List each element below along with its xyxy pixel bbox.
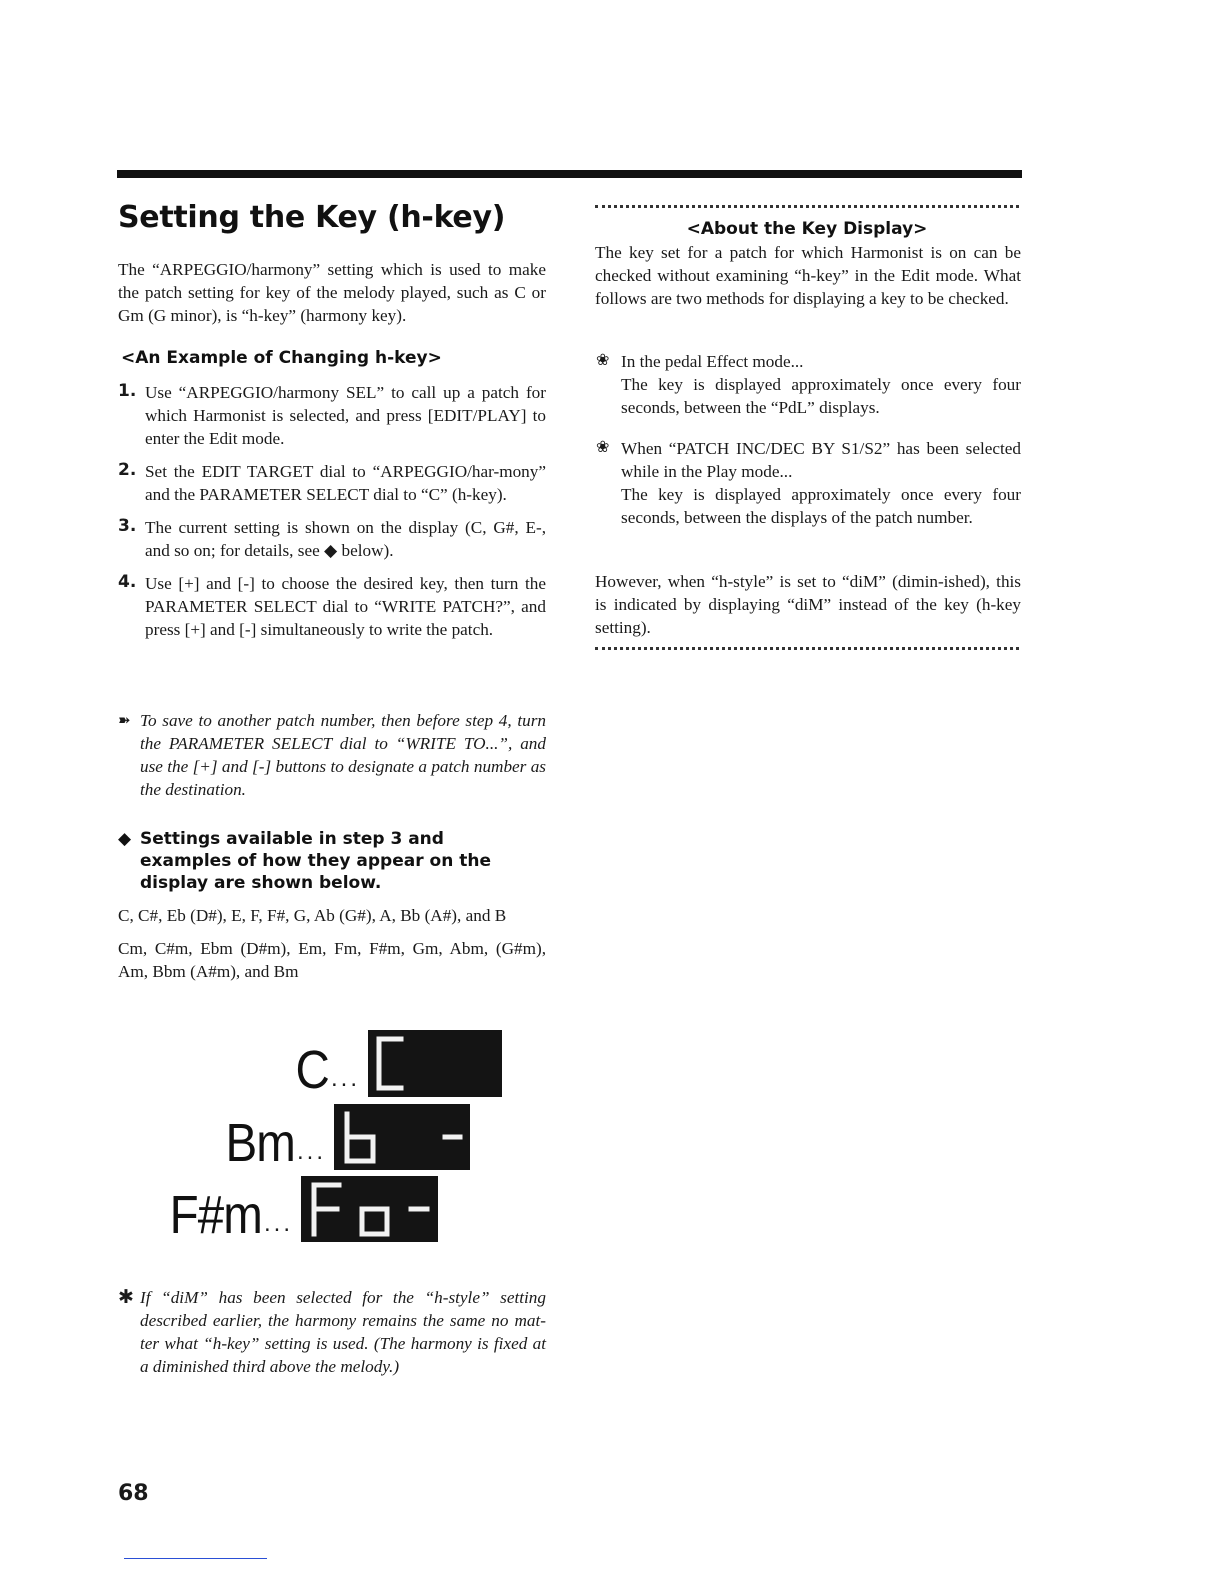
dim-note-text: If “diM” has been selected for the “h-style” setting described earlier, the harmony remains the same no mat-ter what “h-key” setting is used. (The harmony is fixed at a diminished third above the melody.) — [140, 1288, 546, 1376]
page-number: 68 — [118, 1481, 149, 1506]
step-item — [118, 572, 546, 641]
bullet-icon: ❀ — [596, 350, 610, 369]
diamond-icon: ◆ — [118, 829, 132, 849]
display-example-bm — [216, 1104, 470, 1173]
method-detail: The key is displayed approximately once every four seconds, between the displays of the patch number. — [621, 485, 1021, 527]
minor-keys-list: Cm, C#m, Ebm (D#m), Em, Fm, F#m, Gm, Abm, (G#m), Am, Bbm (A#m), and Bm — [118, 939, 546, 981]
key-label: F#m — [169, 1185, 262, 1245]
key-label: Bm — [225, 1113, 295, 1173]
about-heading: <About the Key Display> — [686, 219, 928, 239]
footer-line — [124, 1558, 267, 1559]
page-title: Setting the Key (h-key) — [118, 200, 506, 235]
however-paragraph: However, when “h-style” is set to “diM” (dimin-ished), this is indicated by displaying “diM” instead of the key (h-key setting). — [595, 572, 1021, 637]
dots: ... — [296, 1138, 326, 1165]
asterisk-icon: ✱ — [118, 1287, 134, 1308]
step-number: 2. — [118, 460, 137, 480]
method-lead: In the pedal Effect mode... — [621, 352, 804, 371]
arrow-icon: ➽ — [118, 713, 131, 729]
settings-heading-text: Settings available in step 3 and examples of how they appear on the display are shown below. — [140, 829, 491, 893]
dotted-divider-top — [595, 205, 1019, 208]
step-text: Use “ARPEGGIO/harmony SEL” to call up a patch for which Harmonist is selected, and press [EDIT/PLAY] to enter the Edit mode. — [145, 383, 546, 448]
top-rule — [117, 170, 1022, 178]
dots: ... — [330, 1065, 360, 1092]
bullet-icon: ❀ — [596, 437, 610, 456]
step-number: 3. — [118, 516, 137, 536]
major-keys-list: C, C#, Eb (D#), E, F, F#, G, Ab (G#), A, Bb (A#), and B — [118, 906, 507, 925]
example-heading: <An Example of Changing h-key> — [121, 348, 442, 368]
settings-heading — [118, 828, 538, 894]
dim-note — [118, 1286, 546, 1378]
step-text: The current setting is shown on the display (C, G#, E-, and so on; for details, see ◆ below). — [145, 518, 546, 560]
lcd-display — [334, 1104, 470, 1170]
step-number: 1. — [118, 381, 137, 401]
step-item — [118, 460, 546, 506]
step-text: Set the EDIT TARGET dial to “ARPEGGIO/har-mony” and the PARAMETER SELECT dial to “C” (h-key). — [145, 462, 546, 504]
method-detail: The key is displayed approximately once every four seconds, between the “PdL” displays. — [621, 375, 1021, 417]
key-label: C — [295, 1040, 329, 1100]
steps-list — [118, 381, 546, 651]
step-item — [118, 516, 546, 562]
intro-paragraph: The “ARPEGGIO/harmony” setting which is used to make the patch setting for key of the melody played, such as C or Gm (G minor), is “h-key” (harmony key). — [118, 260, 546, 325]
method-item — [595, 350, 1021, 419]
about-intro: The key set for a patch for which Harmonist is on can be checked without examining “h-key” in the Edit mode. What follows are two methods for displaying a key to be checked. — [595, 243, 1021, 308]
step-text: Use [+] and [-] to choose the desired key, then turn the PARAMETER SELECT dial to “WRITE PATCH?”, and press [+] and [-] simultaneously to write the patch. — [145, 574, 546, 639]
dots: ... — [263, 1210, 293, 1237]
lcd-display — [301, 1176, 438, 1242]
method-lead: When “PATCH INC/DEC BY S1/S2” has been selected while in the Play mode... — [621, 439, 1021, 481]
save-note — [118, 709, 546, 801]
save-note-text: To save to another patch number, then before step 4, turn the PARAMETER SELECT dial to “WRITE TO...”, and use the [+] and [-] buttons to designate a patch number as the destination. — [140, 711, 546, 799]
display-example-c — [291, 1030, 502, 1100]
display-example-fsharpm — [157, 1176, 438, 1245]
step-item — [118, 381, 546, 450]
method-item — [595, 437, 1021, 529]
dotted-divider-bottom — [595, 647, 1019, 650]
lcd-display — [368, 1030, 502, 1097]
step-number: 4. — [118, 572, 137, 592]
